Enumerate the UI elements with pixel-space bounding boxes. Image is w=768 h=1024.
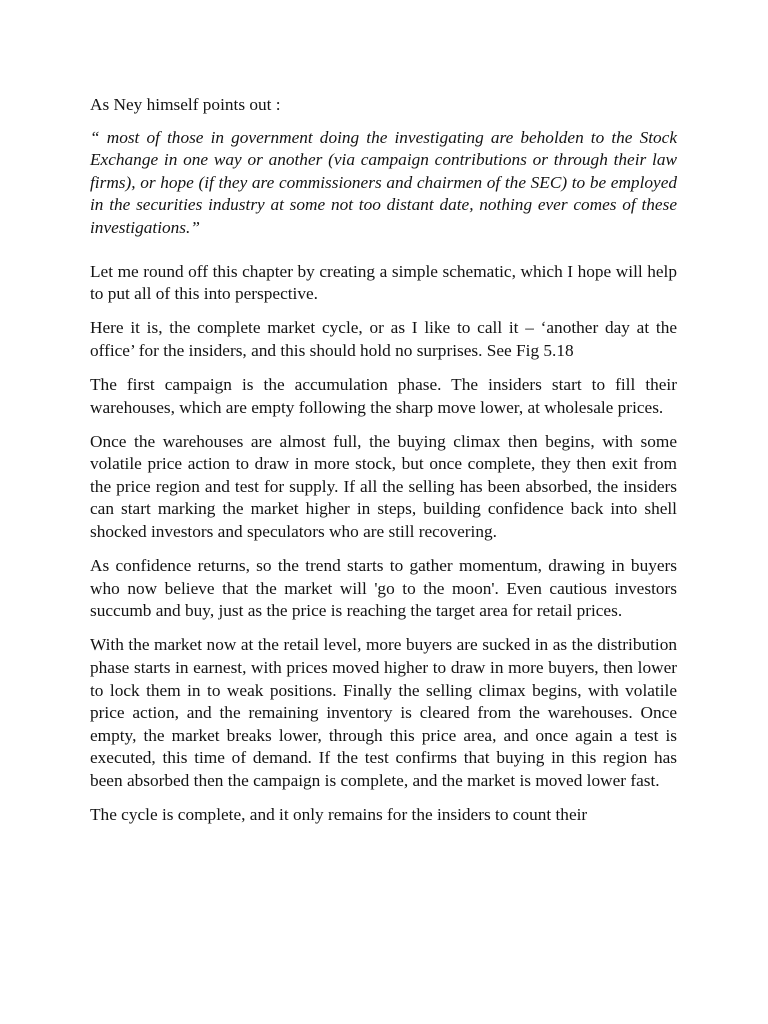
paragraph-distribution: With the market now at the retail level, more buyers are sucked in as the distribution phase starts in earnest, with prices moved higher to draw in more buyers, then lower to lock them in to weak positions. Finally the selling climax begins, with volatile price action, and the remaining inventory is cleared from the warehouses. Once empty, the market breaks lower, through this price area, and once again a test is executed, this time of demand. If the test confirms that buying in this region has been absorbed then the campaign is complete, and the market is moved lower fast. xyxy=(90,635,677,790)
paragraph-accumulation: The first campaign is the accumulation phase. The insiders start to fill their warehouses, which are empty following the sharp move lower, at wholesale prices. xyxy=(90,374,677,417)
paragraph-market-cycle: Here it is, the complete market cycle, or as I like to call it – ‘another day at the office’ for the insiders, and this should hold no surprises. See Fig 5.18 xyxy=(90,318,677,360)
paragraph-cycle-complete: The cycle is complete, and it only remains for the insiders to count their xyxy=(90,805,588,825)
paragraph-schematic: Let me round off this chapter by creating a simple schematic, which I hope will help to put all of this into perspective. xyxy=(90,261,677,304)
intro-line: As Ney himself points out : xyxy=(90,95,281,114)
paragraph-buying-climax: Once the warehouses are almost full, the buying climax then begins, with some volatile price action to draw in more stock, but once complete, they then exit from the price region and test for supply. If all the selling has been absorbed, the insiders can start marking the market higher in steps, building confidence back into shell shocked investors and speculators who are still recovering. xyxy=(90,431,677,541)
paragraph-confidence: As confidence returns, so the trend starts to gather momentum, drawing in buyers who now believe that the market will 'go to the moon'. Even cautious investors succumb and buy, just as the price is reaching the target area for retail prices. xyxy=(90,556,677,621)
block-quote: “ most of those in government doing the investigating are beholden to the Stock Exchange in one way or another (via campaign contributions or through their law firms), or hope (if they are commissioners and chairmen of the SEC) to be employed in the securities industry at some not too distant date, nothing ever comes of these investigations.” xyxy=(90,127,677,237)
document-page xyxy=(90,94,677,827)
